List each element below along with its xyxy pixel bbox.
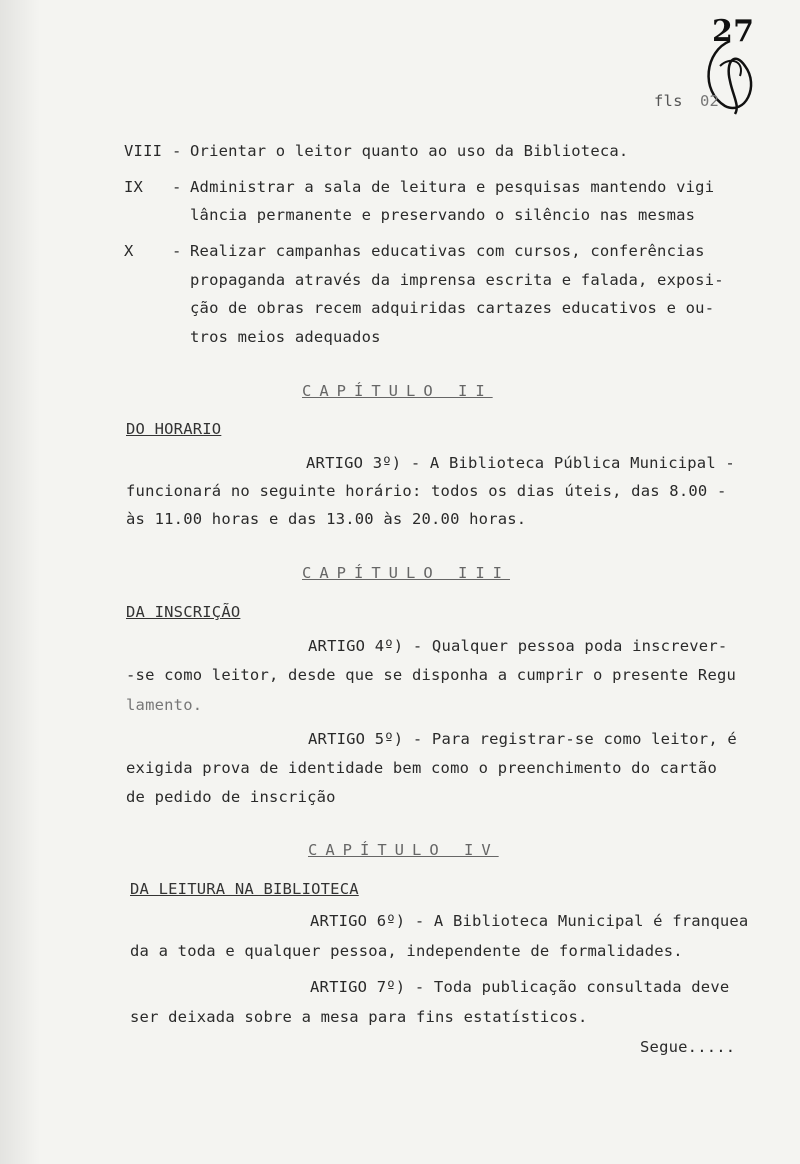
chapter-heading: CAPÍTULO IV [308,841,499,859]
article-text-line: ser deixada sobre a mesa para fins estatísticos. [130,1008,588,1026]
chapter-heading: CAPÍTULO III [302,564,510,582]
item-dash: - [172,242,182,260]
article-prefix: ARTIGO 5º) - Para registrar-se como leitor, é [308,730,737,748]
section-heading: DA INSCRIÇÃO [126,603,241,621]
item-text-line: Administrar a sala de leitura e pesquisas mantendo vigi [190,178,715,196]
page-edge-shadow [0,0,40,1164]
item-text-line: ção de obras recem adquiridas cartazes educativos e ou- [190,299,715,317]
article-prefix: ARTIGO 6º) - A Biblioteca Municipal é franquea [310,912,749,930]
item-dash: - [172,142,182,160]
continues-marker: Segue..... [640,1038,736,1056]
item-label-ix: IX [124,178,144,196]
item-dash: - [172,178,182,196]
article-prefix: ARTIGO 4º) - Qualquer pessoa poda inscrever- [308,637,728,655]
article-prefix: ARTIGO 3º) - A Biblioteca Pública Municipal - [306,454,735,472]
item-text-line: lância permanente e preservando o silêncio nas mesmas [190,206,696,224]
article-text-line: da a toda e qualquer pessoa, independente de formalidades. [130,942,683,960]
item-label-viii: VIII [124,142,163,160]
item-label-x: X [124,242,134,260]
chapter-heading: CAPÍTULO II [302,382,493,400]
article-text-line: -se como leitor, desde que se disponha a cumprir o presente Regu [126,666,737,684]
section-heading: DA LEITURA NA BIBLIOTECA [130,880,359,898]
section-heading: DO HORARIO [126,420,222,438]
item-text-line: Realizar campanhas educativas com cursos, conferências [190,242,705,260]
folio-label: fls [654,92,683,110]
article-text-line: de pedido de inscrição [126,788,336,806]
item-text-line: tros meios adequados [190,328,381,346]
article-text-line: lamento. [126,696,203,714]
article-text-line: funcionará no seguinte horário: todos os dias úteis, das 8.00 - [126,482,727,500]
article-text-line: às 11.00 horas e das 13.00 às 20.00 horas. [126,510,527,528]
page-number: 27 [712,14,755,49]
article-text-line: exigida prova de identidade bem como o preenchimento do cartão [126,759,717,777]
article-prefix: ARTIGO 7º) - Toda publicação consultada deve [310,978,730,996]
item-text-line: propaganda através da imprensa escrita e falada, exposi- [190,271,724,289]
folio-number: 02 [700,92,720,110]
item-text-line: Orientar o leitor quanto ao uso da Biblioteca. [190,142,629,160]
